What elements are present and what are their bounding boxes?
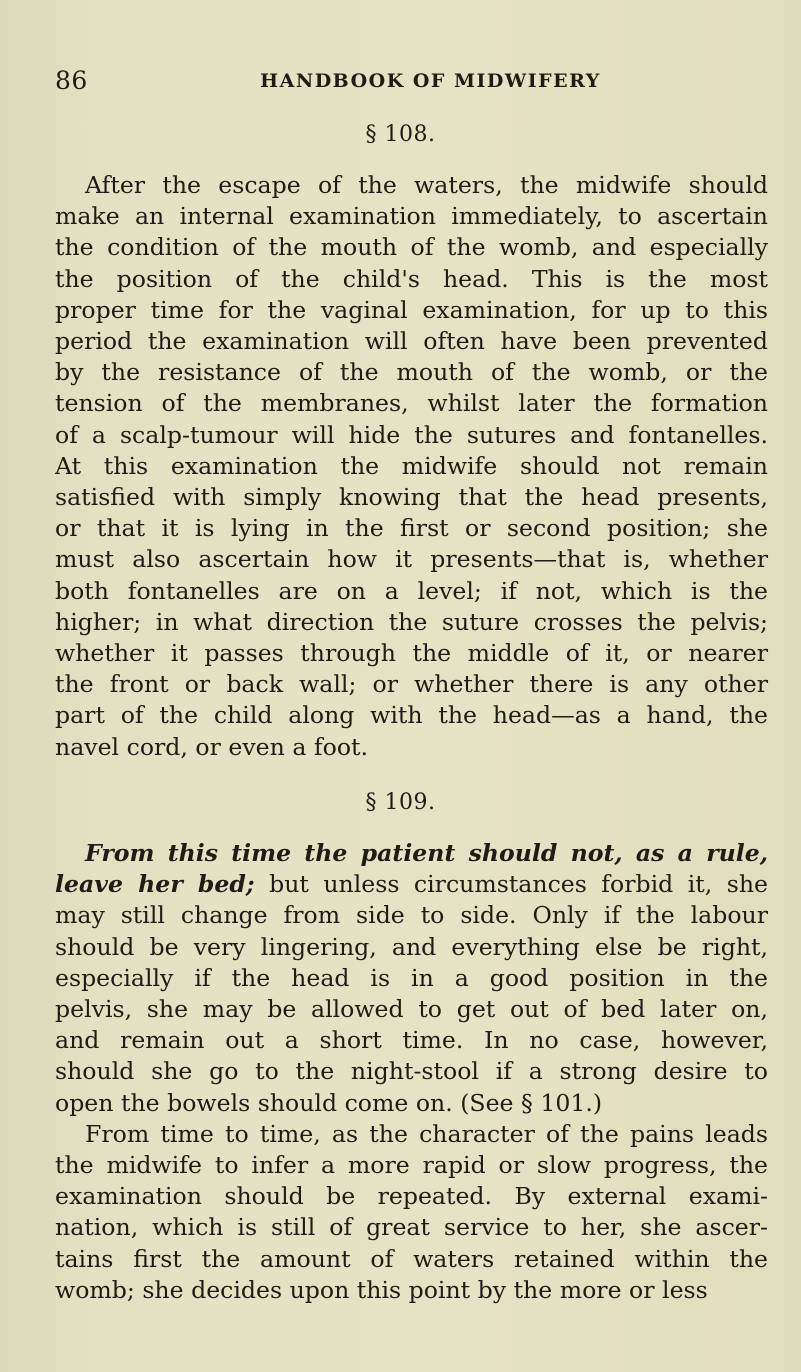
- text-line: tains first the amount of waters retained within the: [55, 1244, 768, 1273]
- text-line: From time to time, as the character of the pains leads: [85, 1119, 768, 1148]
- section-108-paragraph: [55, 170, 768, 763]
- text-line: part of the child along with the head—as a hand, the: [55, 701, 768, 730]
- text-line: proper time for the vaginal examination, for up to this: [55, 295, 768, 324]
- section-heading-109: § 109.: [365, 790, 436, 815]
- text-line: After the escape of the waters, the midwife should: [85, 171, 768, 199]
- text-line: pelvis, she may be allowed to get out of bed later on,: [55, 995, 768, 1024]
- text-line: by the resistance of the mouth of the womb, or the: [55, 358, 768, 387]
- text-line: satisfied with simply knowing that the head presents,: [55, 483, 768, 512]
- text-line: womb; she decides upon this point by the more or less: [55, 1275, 708, 1304]
- text-line: of a scalp-tumour will hide the sutures and fontanelles.: [55, 420, 768, 449]
- text-line: examination should be repeated. By external exami-: [55, 1182, 768, 1211]
- text-line: At this examination the midwife should not remain: [55, 451, 768, 480]
- text-line: make an internal examination immediately, to ascertain: [55, 202, 768, 231]
- page-header: [55, 66, 768, 96]
- text-line: both fontanelles are on a level; if not, which is the: [55, 576, 768, 605]
- italic-lead-text: leave her bed;: [55, 870, 255, 899]
- text-line: the midwife to infer a more rapid or slow progress, the: [55, 1151, 768, 1180]
- text-line: higher; in what direction the suture crosses the pelvis;: [55, 607, 768, 636]
- text-line: and remain out a short time. In no case, however,: [55, 1026, 768, 1055]
- text-line: tension of the membranes, whilst later the formation: [55, 389, 768, 418]
- text-line: whether it passes through the middle of it, or nearer: [55, 639, 768, 668]
- text-line: [55, 869, 768, 900]
- text-line: period the examination will often have been prevented: [55, 327, 768, 356]
- text-run: but unless circumstances forbid it, she: [254, 870, 768, 899]
- text-line: navel cord, or even a foot.: [55, 732, 369, 761]
- text-line: the condition of the mouth of the womb, and especially: [55, 233, 768, 262]
- text-line: must also ascertain how it presents—that is, whether: [55, 545, 768, 574]
- text-line: may still change from side to side. Only if the labour: [55, 901, 768, 930]
- text-line: or that it is lying in the first or second position; she: [55, 514, 768, 543]
- section-heading-108: § 108.: [365, 122, 436, 147]
- running-title: HANDBOOK OF MIDWIFERY: [260, 70, 601, 92]
- text-line: should she go to the night-stool if a strong desire to: [55, 1057, 768, 1086]
- text-line: should be very lingering, and everything else be right,: [55, 932, 768, 961]
- section-109-paragraph: [55, 838, 768, 1306]
- italic-lead-text: From this time the patient should not, as a rule,: [85, 839, 768, 867]
- text-line: open the bowels should come on. (See § 101.): [55, 1088, 603, 1117]
- text-line: nation, which is still of great service to her, she ascer-: [55, 1213, 768, 1242]
- text-line: [55, 838, 768, 869]
- text-line: the position of the child's head. This is the most: [55, 264, 768, 293]
- text-line: the front or back wall; or whether there is any other: [55, 670, 768, 699]
- text-line: especially if the head is in a good position in the: [55, 963, 768, 992]
- page-number: 86: [55, 66, 88, 95]
